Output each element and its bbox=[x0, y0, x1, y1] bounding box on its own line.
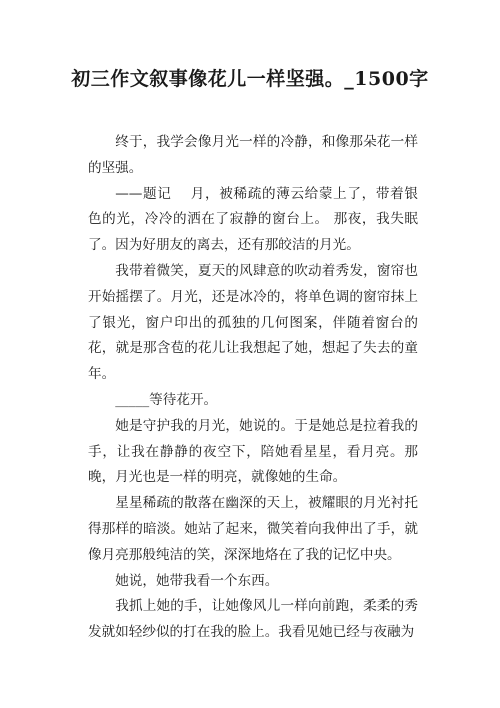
paragraph: ——题记 月，被稀疏的薄云给蒙上了，带着银色的光，冷冷的洒在了寂静的窗台上。 那夜，我失眠了。因为好朋友的离去，还有那皎洁的月光。 bbox=[88, 185, 418, 254]
paragraph: 终于，我学会像月光一样的冷静，和像那朵花一样的坚强。 bbox=[88, 134, 418, 176]
paragraph: 我带着微笑，夏天的风肆意的吹动着秀发，窗帘也开始摇摆了。月光，还是冰冷的，将单色调的窗帘抹上了银光，窗户印出的孤独的几何图案，伴随着窗台的花，就是那含苞的花儿让我想起了她，想起了失去的童年。 bbox=[88, 262, 418, 383]
document-title: 初三作文叙事像花儿一样坚强。_1500字 bbox=[71, 68, 429, 90]
paragraph: 我抓上她的手，让她像风儿一样向前跑，柔柔的秀发就如轻纱似的打在我的脸上。我看见她已经与夜融为 bbox=[88, 598, 418, 641]
document-body bbox=[88, 130, 418, 646]
paragraph: 她是守护我的月光，她说的。于是她总是拉着我的手，让我在静静的夜空下，陪她看星星，看月亮。那晚，月光也是一样的明亮，就像她的生命。 bbox=[88, 417, 418, 486]
paragraph: 星星稀疏的散落在幽深的天上，被耀眼的月光衬托得那样的暗淡。她站了起来，微笑着向我伸出了手，就像月亮那般纯洁的笑，深深地烙在了我的记忆中央。 bbox=[88, 495, 418, 563]
paragraph: 她说，她带我看一个东西。 bbox=[115, 572, 279, 589]
paragraph: _____等待花开。 bbox=[115, 391, 218, 408]
